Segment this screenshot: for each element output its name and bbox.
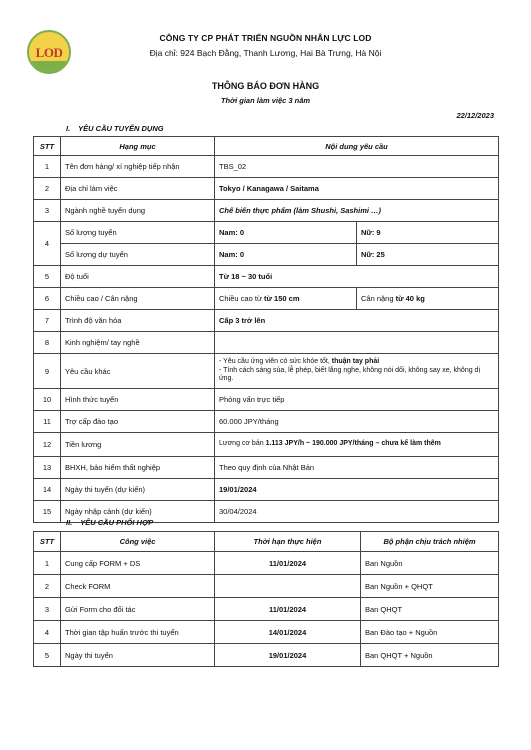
female-candidates: Nữ: 25 (357, 244, 499, 266)
section-2-label: YÊU CẦU PHỐI HỢP (80, 518, 154, 527)
table-row (34, 156, 499, 178)
table-row (34, 222, 499, 244)
table-row (34, 332, 499, 354)
table-row (34, 354, 499, 389)
row-content: Từ 18 ~ 30 tuổi (215, 266, 499, 288)
row-stt: 10 (34, 389, 61, 411)
table-row (34, 433, 499, 457)
row-content: 60.000 JPY/tháng (215, 411, 499, 433)
height-prefix: Chiều cao từ (219, 294, 265, 303)
logo-band (29, 61, 69, 72)
row-stt: 2 (34, 178, 61, 200)
row-stt: 3 (34, 598, 61, 621)
row-content: Phỏng vấn trực tiếp (215, 389, 499, 411)
row-stt: 11 (34, 411, 61, 433)
section-2-number: II. (66, 518, 73, 527)
row-department: Ban Đào tạo + Nguồn (361, 621, 499, 644)
row-stt: 5 (34, 644, 61, 667)
row-item: Hình thức tuyển (61, 389, 215, 411)
table-row (34, 644, 499, 667)
row-stt: 4 (34, 222, 61, 266)
recruitment-requirements-table (33, 136, 499, 523)
company-name: CÔNG TY CP PHÁT TRIỂN NGUỒN NHÂN LỰC LOD (159, 33, 372, 43)
row-department: Ban QHQT (361, 598, 499, 621)
row-item: Số lượng dự tuyển (61, 244, 215, 266)
row-department: Ban Nguồn (361, 552, 499, 575)
salary-prefix: Lương cơ bản (219, 440, 266, 448)
row-stt: 6 (34, 288, 61, 310)
requirement-line-1 (219, 358, 494, 367)
row-item: Độ tuổi (61, 266, 215, 288)
requirement-line-1-text: - Yêu cầu ứng viên có sức khỏe tốt, (219, 357, 332, 365)
row-deadline: 11/01/2024 (215, 552, 361, 575)
row-deadline: 14/01/2024 (215, 621, 361, 644)
row-stt: 14 (34, 479, 61, 501)
row-task: Gửi Form cho đối tác (61, 598, 215, 621)
row-stt: 7 (34, 310, 61, 332)
header-item: Hạng mục (61, 137, 215, 156)
table-row (34, 288, 499, 310)
table-row (34, 575, 499, 598)
row-task: Ngày thi tuyển (61, 644, 215, 667)
row-stt: 8 (34, 332, 61, 354)
row-department: Ban Nguồn + QHQT (361, 575, 499, 598)
row-deadline: 11/01/2024 (215, 598, 361, 621)
row-item: Ngày thi tuyển (dự kiến) (61, 479, 215, 501)
row-item: Số lượng tuyển (61, 222, 215, 244)
male-candidates: Nam: 0 (215, 244, 357, 266)
row-stt: 2 (34, 575, 61, 598)
row-item: Chiều cao / Cân nặng (61, 288, 215, 310)
header-stt: STT (34, 532, 61, 552)
row-stt: 9 (34, 354, 61, 389)
company-address: Địa chỉ: 924 Bạch Đằng, Thanh Lương, Hai Bà Trưng, Hà Nội (149, 48, 382, 58)
header-content: Nội dung yêu cầu (215, 137, 499, 156)
row-deadline (215, 575, 361, 598)
requirement-line-2: - Tính cách sáng sủa, lễ phép, biết lắng nghe, không nói dối, không say xe, không dị ứng. (219, 366, 480, 383)
weight-requirement (357, 288, 499, 310)
height-value: từ 150 cm (264, 294, 300, 303)
row-task: Thời gian tập huấn trước thi tuyển (61, 621, 215, 644)
table-row (34, 457, 499, 479)
header-deadline: Thời hạn thực hiện (215, 532, 361, 552)
row-content: 19/01/2024 (215, 479, 499, 501)
requirement-line-1-bold: thuận tay phải (331, 357, 380, 365)
table-row (34, 244, 499, 266)
document-date: 22/12/2023 (456, 111, 494, 120)
row-stt: 1 (34, 552, 61, 575)
table-row (34, 552, 499, 575)
section-1-label: YÊU CẦU TUYỂN DỤNG (78, 124, 164, 133)
row-item: Trợ cấp đào tạo (61, 411, 215, 433)
header-department: Bộ phận chịu trách nhiệm (361, 532, 499, 552)
table-header-row (34, 137, 499, 156)
male-count: Nam: 0 (215, 222, 357, 244)
section-1-number: I. (66, 124, 71, 133)
row-item: Trình độ văn hóa (61, 310, 215, 332)
row-item: Ngày nhập cảnh (dự kiến) (61, 501, 215, 523)
row-deadline: 19/01/2024 (215, 644, 361, 667)
table-row (34, 389, 499, 411)
row-stt: 13 (34, 457, 61, 479)
row-content: Tokyo / Kanagawa / Saitama (215, 178, 499, 200)
table-row (34, 310, 499, 332)
row-stt: 5 (34, 266, 61, 288)
row-content: Cấp 3 trở lên (215, 310, 499, 332)
coordination-table (33, 531, 499, 667)
row-stt: 12 (34, 433, 61, 457)
row-department: Ban QHQT + Nguồn (361, 644, 499, 667)
document-subtitle: Thời gian làm việc 3 năm (220, 96, 311, 105)
section-2-title (66, 518, 153, 527)
row-stt: 1 (34, 156, 61, 178)
table-row (34, 411, 499, 433)
row-content: Theo quy định của Nhật Bản (215, 457, 499, 479)
table-row (34, 598, 499, 621)
table-header-row (34, 532, 499, 552)
row-item: Ngành nghề tuyển dụng (61, 200, 215, 222)
height-requirement (215, 288, 357, 310)
row-content: TBS_02 (215, 156, 499, 178)
row-stt: 4 (34, 621, 61, 644)
header-task: Công việc (61, 532, 215, 552)
female-count: Nữ: 9 (357, 222, 499, 244)
row-content: 30/04/2024 (215, 501, 499, 523)
row-stt: 15 (34, 501, 61, 523)
table-row (34, 200, 499, 222)
row-item: Tiền lương (61, 433, 215, 457)
row-stt: 3 (34, 200, 61, 222)
table-row (34, 266, 499, 288)
header-stt: STT (34, 137, 61, 156)
section-1-title (66, 124, 164, 133)
document-title: THÔNG BÁO ĐƠN HÀNG (211, 81, 320, 91)
row-content (215, 332, 499, 354)
other-requirements (215, 354, 499, 389)
weight-value: từ 40 kg (395, 294, 425, 303)
table-row (34, 621, 499, 644)
table-row (34, 479, 499, 501)
table-row (34, 178, 499, 200)
row-item: Yêu cầu khác (61, 354, 215, 389)
row-task: Cung cấp FORM + DS (61, 552, 215, 575)
logo-text: LOD (35, 45, 63, 60)
row-item: Địa chỉ làm việc (61, 178, 215, 200)
salary-value: 1.113 JPY/h ~ 190.000 JPY/tháng – chưa kể làm thêm (265, 440, 441, 448)
row-task: Check FORM (61, 575, 215, 598)
row-item: Kinh nghiệm/ tay nghề (61, 332, 215, 354)
weight-prefix: Cân nặng (361, 294, 396, 303)
row-content: Chế biến thực phẩm (làm Shushi, Sashimi …) (215, 200, 499, 222)
salary-content (215, 433, 499, 457)
row-item: Tên đơn hàng/ xí nghiệp tiếp nhận (61, 156, 215, 178)
row-item: BHXH, bảo hiểm thất nghiệp (61, 457, 215, 479)
